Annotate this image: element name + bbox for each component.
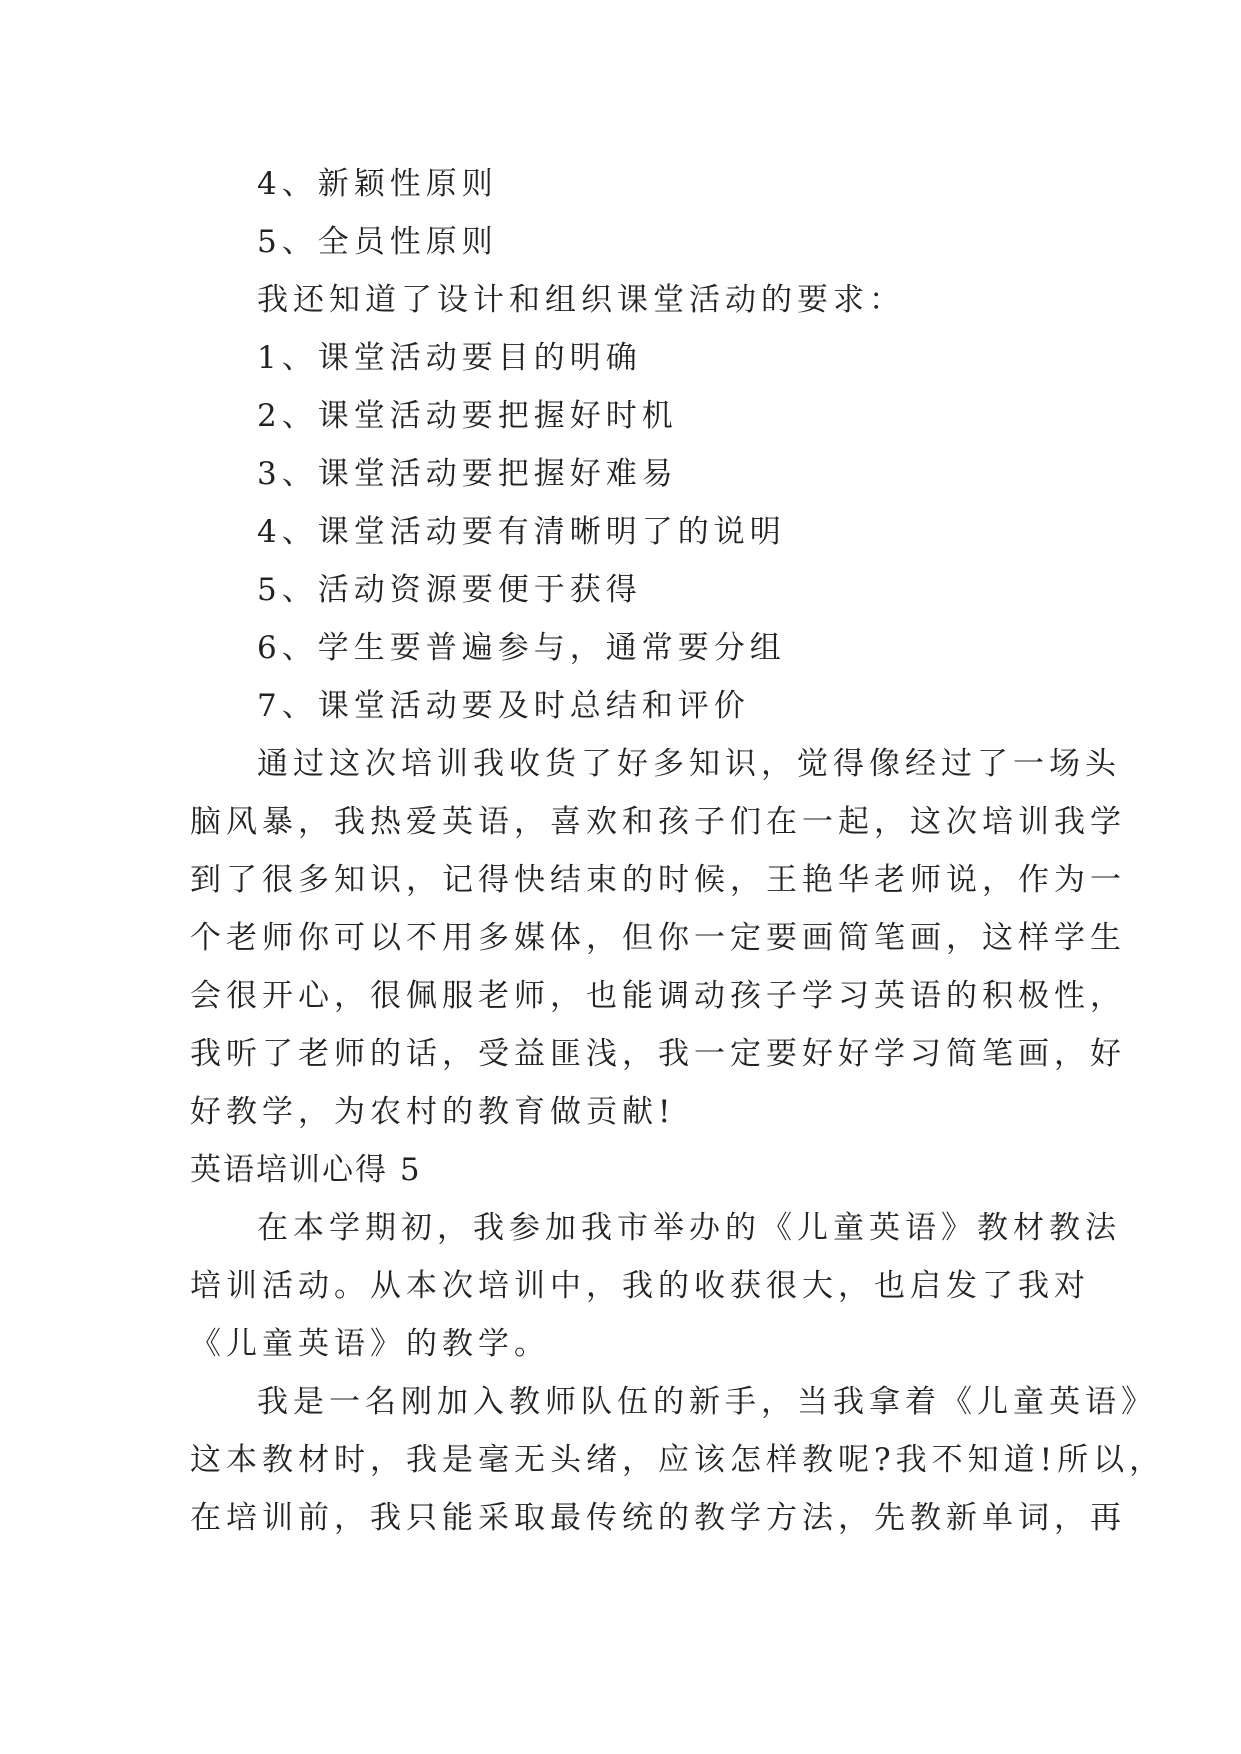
section-heading: 英语培训心得 5 bbox=[190, 1152, 422, 1188]
list-item: 5、全员性原则 bbox=[257, 224, 498, 260]
paragraph-line: 我听了老师的话，受益匪浅，我一定要好好学习简笔画，好 bbox=[190, 1036, 1126, 1072]
paragraph-line: 通过这次培训我收货了好多知识，觉得像经过了一场头 bbox=[257, 746, 1121, 782]
paragraph-line: 培训活动。从本次培训中，我的收获很大，也启发了我对 bbox=[190, 1268, 1090, 1304]
paragraph-line: 这本教材时，我是毫无头绪，应该怎样教呢?我不知道!所以， bbox=[190, 1442, 1166, 1478]
paragraph-line: 在本学期初，我参加我市举办的《儿童英语》教材教法 bbox=[257, 1210, 1121, 1246]
paragraph-line: 在培训前，我只能采取最传统的教学方法，先教新单词，再 bbox=[190, 1500, 1126, 1536]
paragraph-line: 好教学，为农村的教育做贡献! bbox=[190, 1094, 676, 1130]
paragraph-line: 个老师你可以不用多媒体，但你一定要画简笔画，这样学生 bbox=[190, 920, 1126, 956]
list-item: 6、学生要普遍参与，通常要分组 bbox=[257, 630, 786, 666]
list-item: 4、新颖性原则 bbox=[257, 166, 498, 202]
paragraph-line: 脑风暴，我热爱英语，喜欢和孩子们在一起，这次培训我学 bbox=[190, 804, 1126, 840]
paragraph-line: 我还知道了设计和组织课堂活动的要求： bbox=[257, 282, 905, 318]
list-item: 1、课堂活动要目的明确 bbox=[257, 340, 642, 376]
list-item: 4、课堂活动要有清晰明了的说明 bbox=[257, 514, 786, 550]
paragraph-line: 到了很多知识，记得快结束的时候，王艳华老师说，作为一 bbox=[190, 862, 1126, 898]
paragraph-line: 《儿童英语》的教学。 bbox=[190, 1326, 550, 1362]
paragraph-line: 会很开心，很佩服老师，也能调动孩子学习英语的积极性， bbox=[190, 978, 1126, 1014]
list-item: 3、课堂活动要把握好难易 bbox=[257, 456, 678, 492]
paragraph-line: 我是一名刚加入教师队伍的新手，当我拿着《儿童英语》 bbox=[257, 1384, 1157, 1420]
list-item: 2、课堂活动要把握好时机 bbox=[257, 398, 678, 434]
list-item: 7、课堂活动要及时总结和评价 bbox=[257, 688, 750, 724]
list-item: 5、活动资源要便于获得 bbox=[257, 572, 642, 608]
